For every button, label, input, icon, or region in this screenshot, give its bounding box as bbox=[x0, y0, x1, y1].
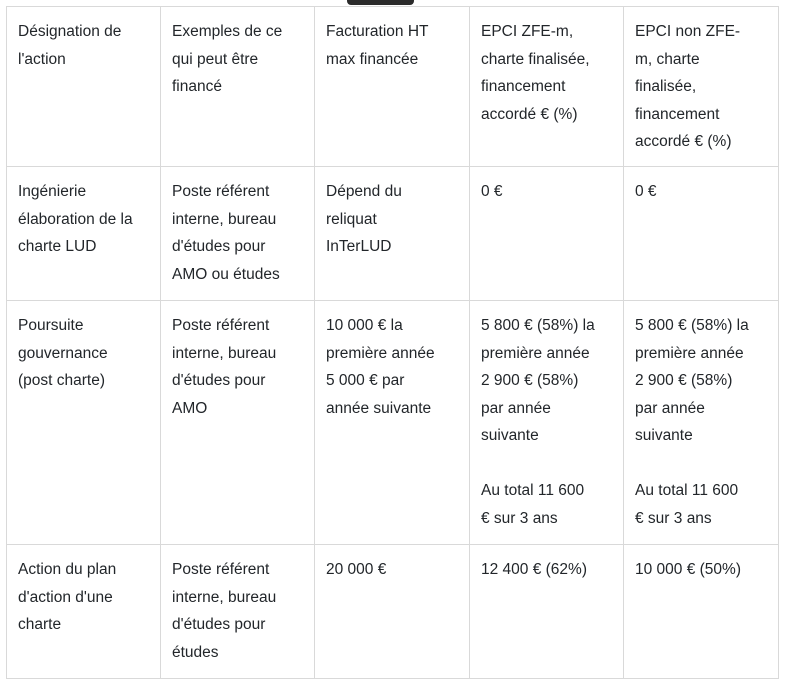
cell-line: 10 000 € (50%) bbox=[635, 561, 741, 578]
cell-line: finalisée, bbox=[635, 78, 697, 95]
cell-line: année suivante bbox=[326, 399, 432, 417]
table-cell bbox=[315, 545, 470, 679]
cell-line: 5 800 € (58%) la bbox=[481, 317, 595, 334]
table-cell bbox=[161, 545, 315, 679]
cell-line: Ingénierie bbox=[18, 183, 87, 200]
table-cell bbox=[161, 301, 315, 545]
cell-line: Dépend du bbox=[326, 183, 402, 200]
cell-line: par année bbox=[635, 399, 705, 417]
cell-line: l'action bbox=[18, 50, 66, 68]
table-cell bbox=[470, 545, 624, 679]
header-cell-epci-non-zfe bbox=[624, 7, 779, 167]
cell-line: interne, bureau bbox=[172, 588, 277, 606]
cell-line: m, charte bbox=[635, 50, 700, 68]
cell-line: Facturation HT bbox=[326, 23, 429, 40]
cell-line: Poursuite bbox=[18, 317, 84, 334]
cell-line: 20 000 € bbox=[326, 561, 387, 578]
cell-line: d'études pour bbox=[172, 238, 266, 255]
table-cell bbox=[470, 301, 624, 545]
cell-line: suivante bbox=[635, 427, 693, 444]
cell-line: AMO ou études bbox=[172, 265, 280, 283]
cell-line: d'études pour bbox=[172, 616, 266, 633]
cell-line: 0 € bbox=[481, 183, 503, 200]
cell-line: € sur 3 ans bbox=[635, 509, 712, 527]
cell-line: qui peut être bbox=[172, 50, 259, 68]
cell-line: par année bbox=[481, 399, 551, 417]
cell-line: 0 € bbox=[635, 183, 657, 200]
cell-line: financé bbox=[172, 78, 222, 95]
table-cell bbox=[470, 167, 624, 301]
funding-table bbox=[6, 6, 779, 679]
cell-line: financement bbox=[635, 105, 720, 123]
cell-line: interne, bureau bbox=[172, 210, 277, 228]
cell-line: première année bbox=[481, 344, 590, 362]
cell-line: 2 900 € (58%) bbox=[481, 372, 579, 389]
cell-line: 2 900 € (58%) bbox=[635, 372, 733, 389]
cell-line: Exemples de ce bbox=[172, 23, 283, 40]
cell-line: EPCI non ZFE- bbox=[635, 23, 741, 40]
cell-line: élaboration de la bbox=[18, 210, 133, 228]
cell-line: € sur 3 ans bbox=[481, 509, 558, 527]
cell-line: interne, bureau bbox=[172, 344, 277, 362]
table-cell bbox=[624, 545, 779, 679]
header-cell-billing bbox=[315, 7, 470, 167]
cell-line: reliquat bbox=[326, 210, 377, 228]
cell-line: première année bbox=[326, 344, 435, 362]
top-tab-handle[interactable] bbox=[347, 0, 414, 5]
cell-line: accordé € (%) bbox=[635, 133, 732, 150]
table-cell bbox=[315, 301, 470, 545]
cell-line: accordé € (%) bbox=[481, 105, 578, 123]
table-header-row bbox=[7, 7, 779, 167]
header-cell-examples bbox=[161, 7, 315, 167]
cell-line: charte finalisée, bbox=[481, 50, 590, 68]
cell-line: Au total 11 600 bbox=[481, 482, 585, 499]
cell-line: charte bbox=[18, 616, 62, 633]
cell-line: Poste référent bbox=[172, 317, 270, 334]
cell-line: charte LUD bbox=[18, 238, 97, 255]
cell-gap bbox=[481, 450, 612, 478]
table-cell bbox=[315, 167, 470, 301]
cell-line: max financée bbox=[326, 50, 419, 68]
cell-line: AMO bbox=[172, 399, 208, 417]
cell-line: (post charte) bbox=[18, 372, 106, 389]
table-cell bbox=[624, 167, 779, 301]
cell-line: 12 400 € (62%) bbox=[481, 561, 587, 578]
cell-line: suivante bbox=[481, 427, 539, 444]
header-cell-designation bbox=[7, 7, 161, 167]
cell-line: d'action d'une bbox=[18, 588, 113, 606]
cell-line: Désignation de bbox=[18, 23, 122, 40]
cell-line: première année bbox=[635, 344, 744, 362]
cell-line: Au total 11 600 bbox=[635, 482, 739, 499]
header-cell-epci-zfe bbox=[470, 7, 624, 167]
table-row bbox=[7, 301, 779, 545]
cell-line: gouvernance bbox=[18, 344, 108, 362]
table-cell bbox=[7, 301, 161, 545]
cell-line: 10 000 € la bbox=[326, 317, 403, 334]
cell-line: d'études pour bbox=[172, 372, 266, 389]
cell-line: 5 000 € par bbox=[326, 372, 405, 389]
cell-line: Poste référent bbox=[172, 183, 270, 200]
cell-line: Poste référent bbox=[172, 561, 270, 578]
cell-line: InTerLUD bbox=[326, 238, 392, 255]
table-cell bbox=[161, 167, 315, 301]
table-row bbox=[7, 167, 779, 301]
table-row bbox=[7, 545, 779, 679]
cell-line: EPCI ZFE-m, bbox=[481, 23, 574, 40]
cell-line: Action du plan bbox=[18, 561, 117, 578]
cell-line: études bbox=[172, 643, 219, 661]
cell-line: 5 800 € (58%) la bbox=[635, 317, 749, 334]
table-cell bbox=[7, 545, 161, 679]
cell-gap bbox=[635, 450, 767, 478]
cell-line: financement bbox=[481, 78, 566, 95]
table-cell bbox=[7, 167, 161, 301]
table-cell bbox=[624, 301, 779, 545]
